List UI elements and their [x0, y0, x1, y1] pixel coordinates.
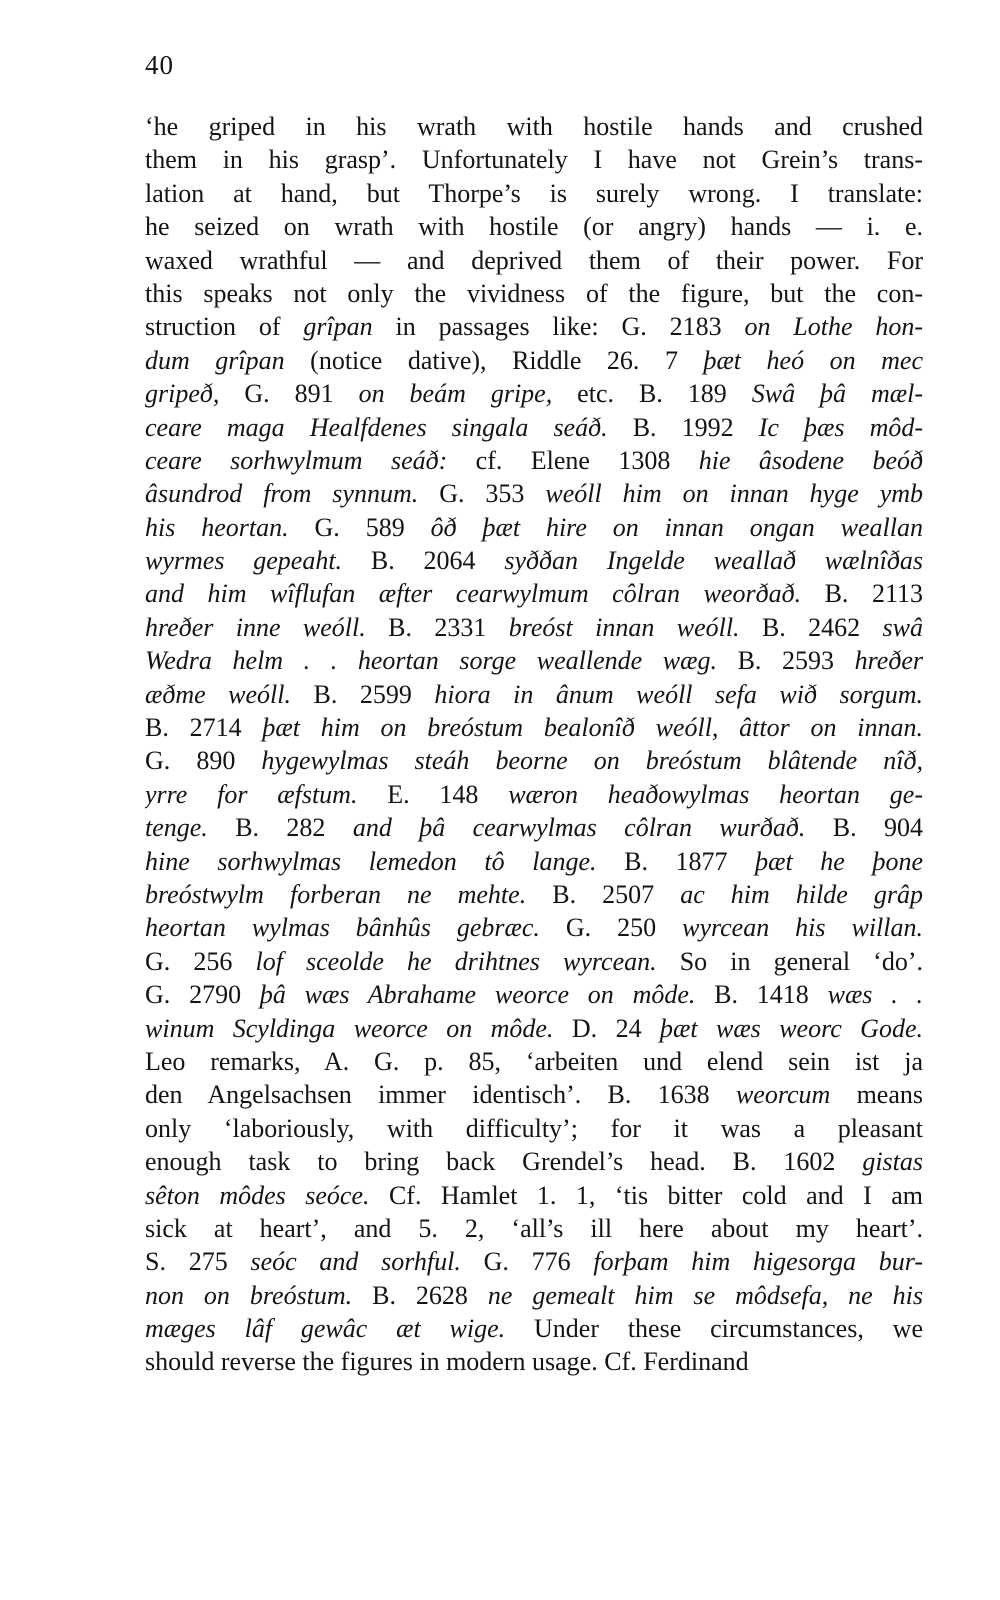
text-line: [145, 811, 923, 844]
text-line: [145, 1279, 923, 1312]
italic-citation: hiora in ânum weóll sefa wið sorgum.: [434, 679, 923, 709]
text-line: [145, 978, 923, 1011]
text-run: Under these circumstances, we: [505, 1314, 923, 1344]
italic-citation: ac him hilde grâp: [680, 879, 923, 909]
text-run: B. 904: [805, 813, 923, 843]
italic-citation: yrre for æfstum.: [145, 779, 358, 809]
italic-citation: breóst innan weóll.: [508, 612, 740, 642]
italic-citation: winum Scyldinga weorce on môde.: [145, 1013, 554, 1043]
text-line: [145, 110, 923, 143]
text-line: [145, 678, 923, 711]
text-line: [145, 744, 923, 777]
text-line: [145, 1145, 923, 1178]
italic-citation: hie âsodene beóð: [698, 445, 923, 475]
text-line: [145, 945, 923, 978]
text-run: B. 2507: [526, 879, 681, 909]
italic-citation: Wedra helm . . heortan sorge weallende wæg.: [145, 646, 717, 676]
italic-citation: gripeð,: [145, 379, 220, 409]
text-run: means: [830, 1080, 923, 1110]
text-line: [145, 377, 923, 410]
text-line: [145, 1345, 923, 1378]
text-line: [145, 577, 923, 610]
italic-citation: wæs . .: [827, 980, 923, 1010]
text-run: B. 1992: [607, 412, 759, 442]
italic-citation: breóstwylm forberan ne mehte.: [145, 879, 527, 909]
text-run: in passages like: G. 2183: [372, 312, 745, 342]
text-run: Cf. Hamlet 1. 1, ‘tis bitter cold and I am: [369, 1180, 923, 1210]
text-run: should reverse the figures in modern usage. Cf. Ferdinand: [145, 1347, 749, 1377]
text-run: So in general ‘do’.: [656, 946, 923, 976]
italic-citation: lof sceolde he drihtnes wyrcean.: [255, 946, 657, 976]
text-run: E. 148: [357, 779, 509, 809]
text-line: [145, 277, 923, 310]
text-line: [145, 711, 923, 744]
italic-citation: mæges lâf gewâc æt wige.: [145, 1314, 506, 1344]
italic-citation: ôð þæt hire on innan ongan weallan: [430, 512, 923, 542]
text-line: [145, 511, 923, 544]
italic-citation: hreðer: [854, 646, 923, 676]
text-run: etc. B. 189: [552, 379, 752, 409]
italic-citation: non on breóstum.: [145, 1280, 353, 1310]
text-line: [145, 1045, 923, 1078]
text-run: Leo remarks, A. G. p. 85, ‘arbeiten und elend sein ist ja: [145, 1046, 923, 1076]
text-run: (notice dative), Riddle 26. 7: [284, 345, 704, 375]
italic-citation: ceare maga Healfdenes singala seáð.: [145, 412, 608, 442]
text-line: [145, 1245, 923, 1278]
text-run: B. 2462: [739, 612, 883, 642]
text-run: B. 1877: [596, 846, 756, 876]
italic-citation: þâ wæs Abrahame weorce on môde.: [259, 980, 696, 1010]
text-line: [145, 1112, 923, 1145]
text-run: this speaks not only the vividness of the figure, but the con-: [145, 278, 923, 308]
text-run: sick at heart’, and 5. 2, ‘all’s ill here about my heart’.: [145, 1213, 923, 1243]
italic-citation: þæt he þone: [755, 846, 923, 876]
italic-citation: and þâ cearwylmas côlran wurðað.: [352, 813, 806, 843]
text-line: [145, 210, 923, 243]
text-run: G. 256: [145, 946, 256, 976]
text-line: [145, 1212, 923, 1245]
italic-citation: syððan Ingelde weallað wælnîðas: [504, 546, 923, 576]
italic-citation: þæt wæs weorc Gode.: [660, 1013, 923, 1043]
italic-citation: hreðer inne weóll.: [145, 612, 366, 642]
italic-citation: and him wîflufan æfter cearwylmum côlran weorðað.: [145, 579, 802, 609]
italic-citation: âsundrod from synnum.: [145, 479, 419, 509]
text-line: [145, 1012, 923, 1045]
text-run: B. 2593: [716, 646, 855, 676]
text-line: [145, 310, 923, 343]
italic-citation: ne gemealt him se môdsefa, ne his: [487, 1280, 923, 1310]
text-line: [145, 845, 923, 878]
italic-citation: ceare sorhwylmum seáð:: [145, 445, 448, 475]
italic-citation: gistas: [862, 1147, 923, 1177]
text-run: G. 589: [288, 512, 431, 542]
italic-citation: wæron heaðowylmas heortan ge-: [508, 779, 923, 809]
italic-citation: wyrcean his willan.: [682, 913, 923, 943]
text-run: B. 1418: [695, 980, 828, 1010]
text-run: den Angelsachsen immer identisch’. B. 1638: [145, 1080, 736, 1110]
italic-citation: Swâ þâ mæl-: [751, 379, 923, 409]
italic-citation: sêton môdes seóce.: [145, 1180, 370, 1210]
text-run: G. 353: [418, 479, 546, 509]
text-run: B. 2628: [352, 1280, 488, 1310]
italic-citation: þæt heó on mec: [703, 345, 923, 375]
text-line: [145, 411, 923, 444]
text-run: B. 2599: [291, 679, 435, 709]
italic-citation: wyrmes gepeaht.: [145, 546, 343, 576]
text-run: lation at hand, but Thorpe’s is surely wrong. I translate:: [145, 178, 923, 208]
text-run: struction of: [145, 312, 304, 342]
text-run: waxed wrathful — and deprived them of their power. For: [145, 245, 923, 275]
text-run: D. 24: [553, 1013, 660, 1043]
italic-citation: on beám gripe,: [358, 379, 553, 409]
body-text: [145, 110, 923, 1379]
text-run: them in his grasp’. Unfortunately I have not Grein’s trans-: [145, 145, 923, 175]
italic-citation: weóll him on innan hyge ymb: [545, 479, 923, 509]
italic-citation: heortan wylmas bânhûs gebræc.: [145, 913, 540, 943]
text-run: enough task to bring back Grendel’s head. B. 1602: [145, 1147, 863, 1177]
text-line: [145, 611, 923, 644]
italic-citation: forþam him higesorga bur-: [593, 1247, 923, 1277]
italic-citation: weorcum: [735, 1080, 831, 1110]
italic-citation: seóc and sorhful.: [250, 1247, 461, 1277]
text-run: B. 282: [207, 813, 353, 843]
italic-citation: his heortan.: [145, 512, 289, 542]
text-run: G. 891: [219, 379, 359, 409]
text-line: [145, 477, 923, 510]
text-run: G. 776: [460, 1247, 594, 1277]
text-run: B. 2331: [365, 612, 509, 642]
text-run: he seized on wrath with hostile (or angry) hands — i. e.: [145, 212, 923, 242]
italic-citation: on Lothe hon-: [744, 312, 923, 342]
text-run: cf. Elene 1308: [447, 445, 699, 475]
italic-citation: Ic þæs môd-: [758, 412, 923, 442]
text-run: G. 890: [145, 746, 262, 776]
text-run: B. 2113: [801, 579, 923, 609]
text-run: G. 2790: [145, 980, 260, 1010]
text-line: [145, 1078, 923, 1111]
text-line: [145, 778, 923, 811]
text-line: [145, 1312, 923, 1345]
italic-citation: dum grîpan: [145, 345, 285, 375]
text-line: [145, 1179, 923, 1212]
text-line: [145, 878, 923, 911]
text-line: [145, 911, 923, 944]
italic-citation: hine sorhwylmas lemedon tô lange.: [145, 846, 597, 876]
italic-citation: æðme weóll.: [145, 679, 291, 709]
text-line: [145, 244, 923, 277]
italic-citation: hygewylmas steáh beorne on breóstum blâtende nîð,: [261, 746, 923, 776]
text-run: G. 250: [539, 913, 683, 943]
italic-citation: grîpan: [303, 312, 373, 342]
text-run: B. 2064: [342, 546, 505, 576]
page-number: 40: [145, 50, 174, 80]
italic-citation: þæt him on breóstum bealonîð weóll, âttor on innan.: [262, 713, 923, 743]
text-line: [145, 444, 923, 477]
italic-citation: tenge.: [145, 813, 208, 843]
text-run: only ‘laboriously, with difficulty’; for it was a pleasant: [145, 1113, 923, 1143]
text-run: B. 2714: [145, 713, 263, 743]
text-line: [145, 644, 923, 677]
text-run: S. 275: [145, 1247, 251, 1277]
text-line: [145, 177, 923, 210]
text-line: [145, 143, 923, 176]
text-run: ‘he griped in his wrath with hostile hands and crushed: [145, 112, 923, 141]
italic-citation: swâ: [882, 612, 923, 642]
text-line: [145, 344, 923, 377]
text-line: [145, 544, 923, 577]
